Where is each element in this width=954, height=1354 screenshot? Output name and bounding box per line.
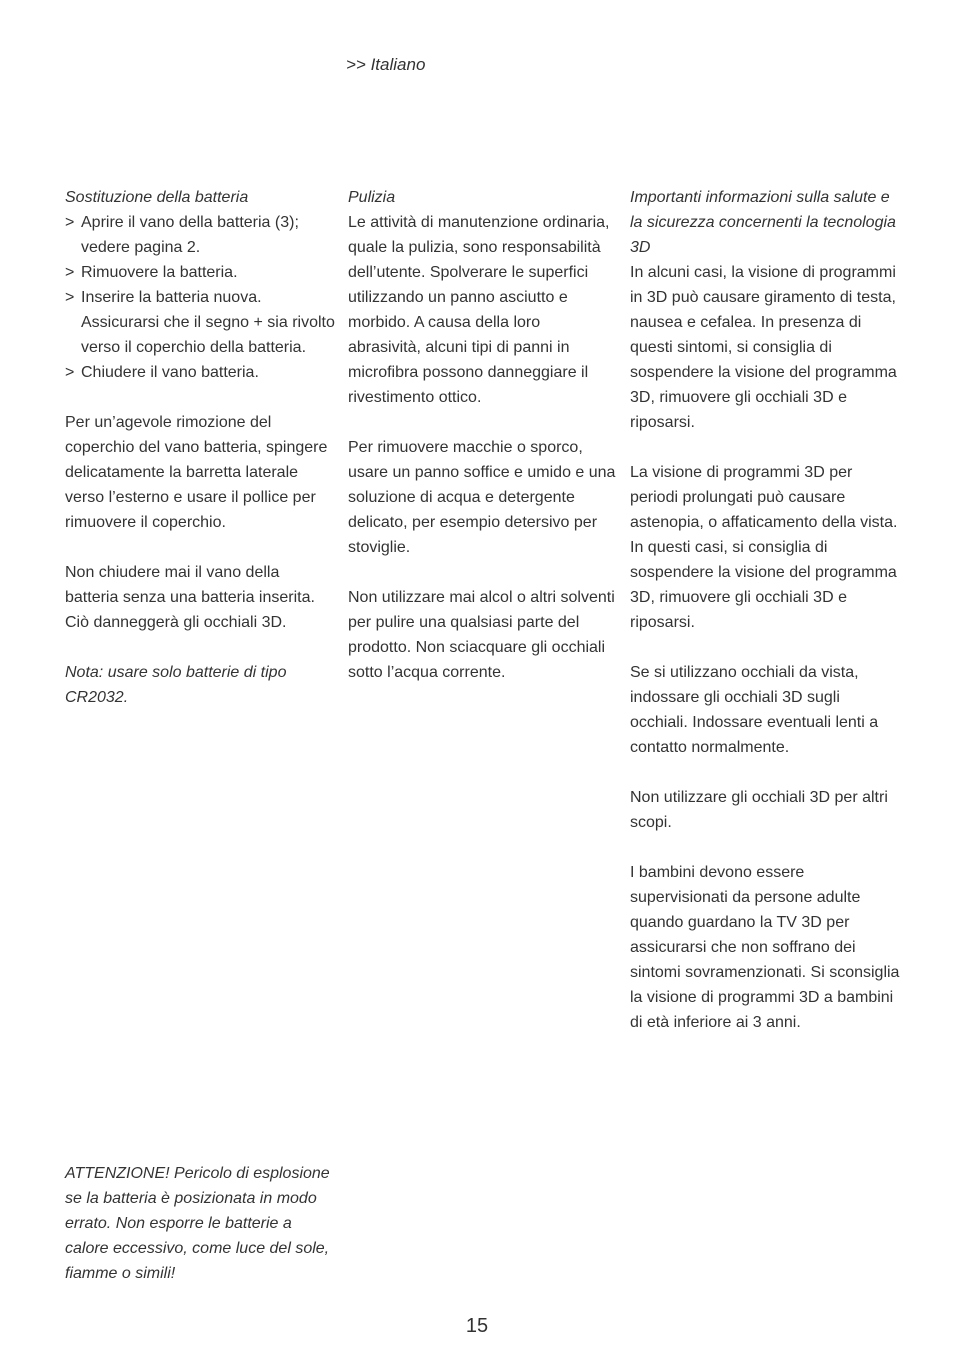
cleaning-paragraph: Non utilizzare mai alcol o altri solventi per pulire una qualsiasi parte del prodotto. Non sciacquare gli occhiali sotto l’acqua corrente. <box>348 589 615 681</box>
battery-section-title: Sostituzione della batteria <box>65 189 249 206</box>
battery-step <box>65 210 335 260</box>
battery-no-close-warning: Non chiudere mai il vano della batteria senza una batteria inserita. Ciò danneggerà gli occhiali 3D. <box>65 564 315 631</box>
battery-removal-tip: Per un’agevole rimozione del coperchio del vano batteria, spingere delicatamente la barretta laterale verso l’esterno e usare il pollice per rimuovere il coperchio. <box>65 414 328 531</box>
health-paragraph: Se si utilizzano occhiali da vista, indossare gli occhiali 3D sugli occhiali. Indossare eventuali lenti a contatto normalmente. <box>630 664 879 756</box>
battery-step-text: Aprire il vano della batteria (3); vedere pagina 2. <box>81 214 299 256</box>
battery-replacement-section <box>65 185 335 710</box>
health-paragraph: Non utilizzare gli occhiali 3D per altri scopi. <box>630 789 888 831</box>
battery-step <box>65 285 335 360</box>
battery-step-text: Inserire la batteria nuova. Assicurarsi che il segno + sia rivolto verso il coperchio della batteria. <box>81 289 335 356</box>
cleaning-section <box>348 185 616 685</box>
cleaning-paragraph: Per rimuovere macchie o sporco, usare un panno soffice e umido e una soluzione di acqua e detergente delicato, per esempio detersivo per stoviglie. <box>348 439 616 556</box>
health-section-title: Importanti informazioni sulla salute e la sicurezza concernenti la tecnologia 3D <box>630 189 896 256</box>
cleaning-section-title: Pulizia <box>348 189 396 206</box>
step-marker: > <box>65 289 75 306</box>
health-paragraph: La visione di programmi 3D per periodi prolungati può causare astenopia, o affaticamento della vista. In questi casi, si consiglia di sospendere la visione del programma 3D, rimuovere gli occhiali 3D e riposarsi. <box>630 464 898 631</box>
language-header: >> Italiano <box>346 55 426 74</box>
step-marker: > <box>65 264 75 281</box>
battery-step <box>65 360 335 385</box>
health-paragraph: In alcuni casi, la visione di programmi in 3D può causare giramento di testa, nausea e cefalea. In presenza di questi sintomi, si consiglia di sospendere la visione del programma 3D, rimuovere gli occhiali 3D e riposarsi. <box>630 264 897 431</box>
step-marker: > <box>65 214 75 231</box>
battery-type-note: Nota: usare solo batterie di tipo CR2032. <box>65 664 287 706</box>
page-number: 15 <box>465 1315 489 1337</box>
health-safety-section <box>630 185 900 1035</box>
step-marker: > <box>65 364 75 381</box>
cleaning-paragraph: Le attività di manutenzione ordinaria, quale la pulizia, sono responsabilità dell’utente. Spolverare le superfici utilizzando un panno asciutto e morbido. A causa della loro abrasività, alcuni tipi di panni in microfibra possono danneggiare il rivestimento ottico. <box>348 214 610 406</box>
health-paragraph: I bambini devono essere supervisionati da persone adulte quando guardano la TV 3D per assicurarsi che non soffrano dei sintomi sovramenzionati. Si sconsiglia la visione di programmi 3D a bambini di età inferiore ai 3 anni. <box>630 864 900 1031</box>
explosion-warning: ATTENZIONE! Pericolo di esplosione se la batteria è posizionata in modo errato. Non esporre le batterie a calore eccessivo, come luce del sole, fiamme o simili! <box>65 1165 330 1282</box>
battery-steps-list <box>65 210 335 385</box>
battery-step-text: Chiudere il vano batteria. <box>81 364 259 381</box>
battery-step <box>65 260 335 285</box>
battery-step-text: Rimuovere la batteria. <box>81 264 238 281</box>
